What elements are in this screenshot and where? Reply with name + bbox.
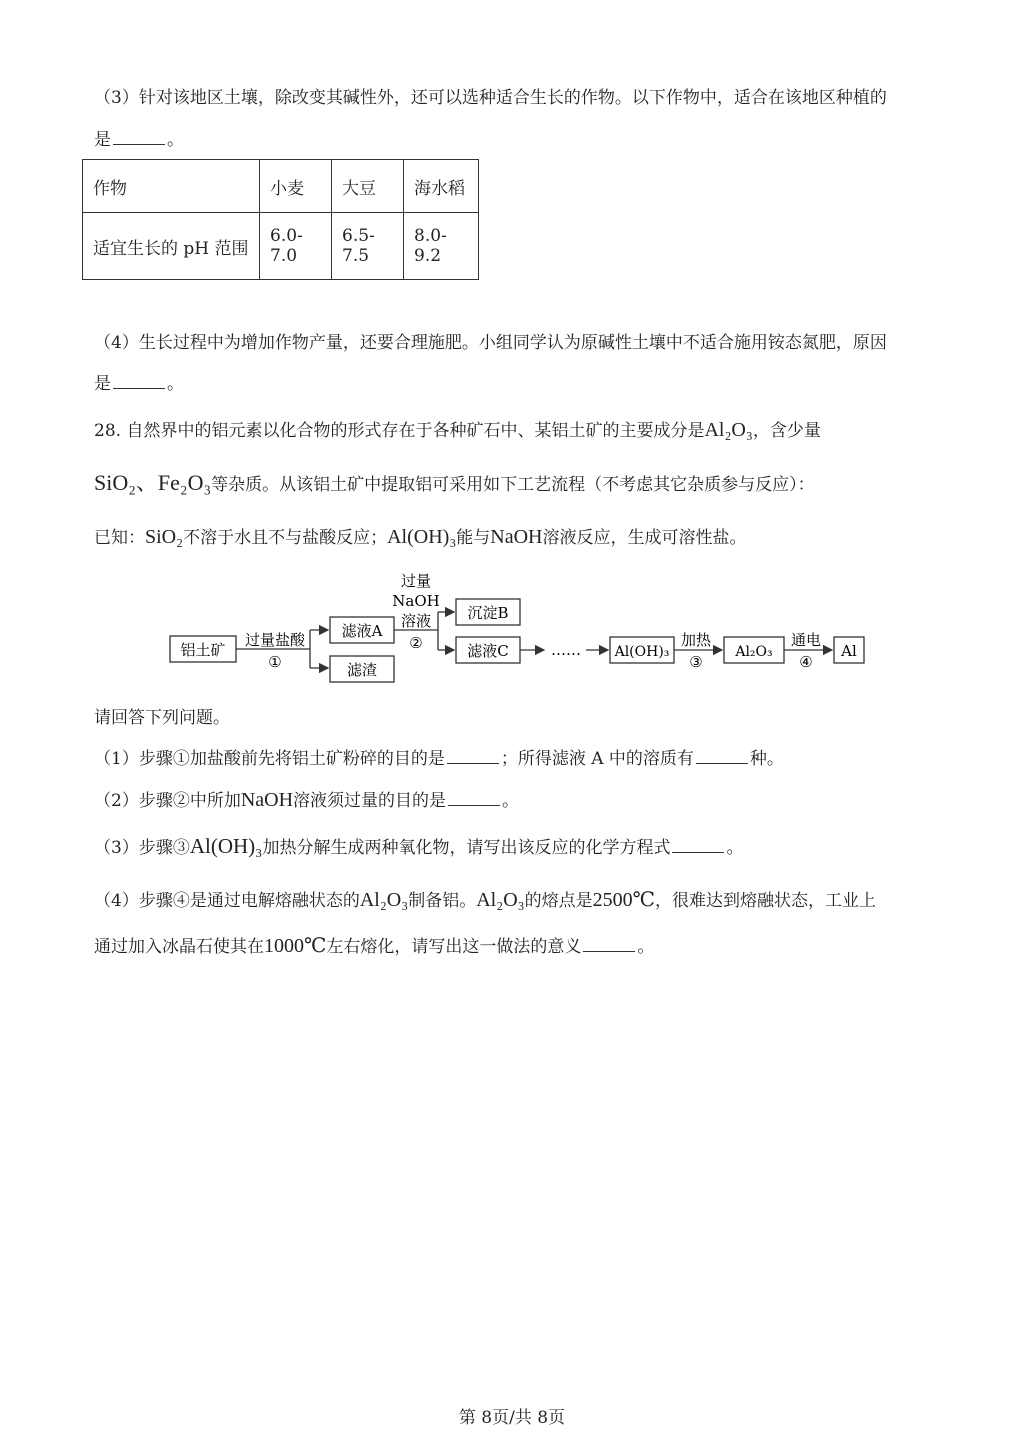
q27-3-prefix: 是: [94, 130, 111, 150]
q27-4-prefix: 是: [94, 374, 111, 394]
q28-p4-text-a: （4）步骤④是通过电解熔融状态的: [94, 891, 360, 911]
q27-4-suffix: 。: [167, 374, 184, 394]
q28-p1-text-c: 种。: [749, 749, 784, 769]
table-cell: 适宜生长的 pH 范围: [83, 213, 260, 280]
known-text-1: 不溶于水且不与盐酸反应；: [183, 528, 388, 548]
q28-intro-line1: [94, 418, 821, 443]
q28-p3-text-a: （3）步骤③: [94, 838, 190, 858]
process-flowchart: [160, 570, 870, 695]
label-filtrate-c: 滤液C: [467, 642, 509, 660]
q27-4-line2: [94, 372, 184, 396]
answer-blank[interactable]: [447, 747, 499, 764]
table-cell: 6.5-7.5: [332, 213, 404, 280]
formula-aloh3: Al(OH)₃: [387, 526, 457, 548]
q28-p1-text-a: （1）步骤①加盐酸前先将铝土矿粉碎的目的是: [94, 749, 445, 769]
label-step3-num: ③: [689, 653, 703, 671]
q28-intro-tail: ，含少量: [752, 421, 821, 441]
formula-naoh: NaOH: [240, 789, 294, 811]
q28-part4-line2: [94, 934, 654, 959]
q28-known: [94, 525, 747, 550]
label-residue: 滤渣: [346, 661, 378, 679]
table-cell: 大豆: [332, 160, 404, 213]
table-cell: 6.0-7.0: [260, 213, 332, 280]
q28-p3-text-c: 。: [726, 838, 744, 858]
label-step2-num: ②: [409, 634, 423, 652]
q28-p2-text-c: 。: [502, 791, 520, 811]
table-cell: 8.0-9.2: [404, 213, 479, 280]
label-step1-reagent: 过量盐酸: [244, 631, 306, 649]
label-aloh3: Al(OH)₃: [614, 644, 670, 660]
q28-part1: [94, 747, 784, 771]
temperature-2500: 2500℃: [592, 889, 655, 911]
answer-blank[interactable]: [448, 789, 500, 806]
q28-p4-text-g: 左右熔化，请写出这一做法的意义: [326, 937, 582, 957]
answer-blank[interactable]: [113, 372, 165, 389]
label-al2o3: Al₂O₃: [735, 644, 773, 660]
q28-part3: [94, 834, 743, 860]
label-ore: 铝土矿: [180, 641, 226, 659]
temperature-1000: 1000℃: [264, 935, 327, 957]
answer-blank[interactable]: [113, 128, 165, 145]
table-header-row: [83, 160, 479, 213]
q28-p4-text-h: 。: [637, 937, 655, 957]
formula-impurities: SiO₂、Fe₂O₃: [94, 470, 212, 495]
label-precipitate-b: 沉淀B: [467, 604, 509, 622]
q28-part2: [94, 788, 519, 813]
q28-intro-line2: [94, 471, 815, 497]
q27-3-line1: （3）针对该地区土壤，除改变其碱性外，还可以选种适合生长的作物。以下作物中，适合在该地区种植的: [94, 88, 887, 108]
q28-part4-line1: [94, 888, 876, 913]
q27-4-line1: （4）生长过程中为增加作物产量，还要合理施肥。小组同学认为原碱性土壤中不适合施用铵态氮肥，原因: [94, 333, 887, 353]
q28-p4-text-c: 的熔点是: [524, 891, 593, 911]
label-step4-num: ④: [799, 653, 813, 671]
table-cell: 小麦: [260, 160, 332, 213]
table-row: [83, 213, 479, 280]
page-footer: 第 8页/共 8页: [458, 1408, 566, 1428]
answer-blank[interactable]: [696, 747, 748, 764]
label-al: Al: [841, 642, 857, 660]
q28-p4-text-e: 通过加入冰晶石使其在: [94, 937, 264, 957]
formula-al2o3: Al₂O₃: [704, 419, 753, 441]
formula-naoh: NaOH: [490, 526, 543, 548]
table-cell: 海水稻: [404, 160, 479, 213]
known-prefix: 已知：: [94, 528, 145, 548]
answer-blank[interactable]: [583, 935, 635, 952]
q28-intro-text: 28. 自然界中的铝元素以化合物的形式存在于各种矿石中、某铝土矿的主要成分是: [94, 421, 705, 441]
known-text-3: 溶液反应，生成可溶性盐。: [542, 528, 747, 548]
q28-p3-text-b: 加热分解生成两种氧化物，请写出该反应的化学方程式: [262, 838, 671, 858]
answer-blank[interactable]: [672, 836, 724, 853]
label-step4: 通电: [790, 631, 822, 649]
q28-p4-text-b: 制备铝。: [408, 891, 477, 911]
formula-al2o3: Al₂O₃: [359, 889, 409, 911]
formula-al2o3: Al₂O₃: [476, 889, 525, 911]
flowchart-svg: [160, 570, 870, 690]
answer-prompt: 请回答下列问题。: [94, 708, 230, 728]
label-step1-num: ①: [268, 653, 282, 671]
known-text-2: 能与: [456, 528, 491, 548]
label-dots: ……: [551, 641, 581, 659]
q28-intro2-text: 等杂质。从该铝土矿中提取铝可采用如下工艺流程（不考虑其它杂质参与反应）：: [211, 475, 815, 495]
q28-p1-text-b: ；所得滤液 A 中的溶质有: [500, 749, 694, 769]
label-step2-reagent-2: NaOH: [392, 592, 440, 610]
formula-sio2: SiO₂: [145, 526, 184, 548]
q27-3-line2: [94, 128, 184, 152]
label-filtrate-a: 滤液A: [341, 622, 383, 640]
q28-p2-text-a: （2）步骤②中所加: [94, 791, 241, 811]
label-step3: 加热: [680, 631, 712, 649]
label-step2-reagent-3: 溶液: [400, 612, 432, 630]
formula-aloh3: Al(OH)₃: [189, 834, 263, 858]
label-step2-reagent-1: 过量: [400, 572, 432, 590]
q28-p4-text-d: ，很难达到熔融状态，工业上: [654, 891, 876, 911]
q28-p2-text-b: 溶液须过量的目的是: [293, 791, 447, 811]
q27-3-suffix: 。: [167, 130, 184, 150]
table-cell: 作物: [83, 160, 260, 213]
crop-ph-table: [82, 159, 479, 280]
